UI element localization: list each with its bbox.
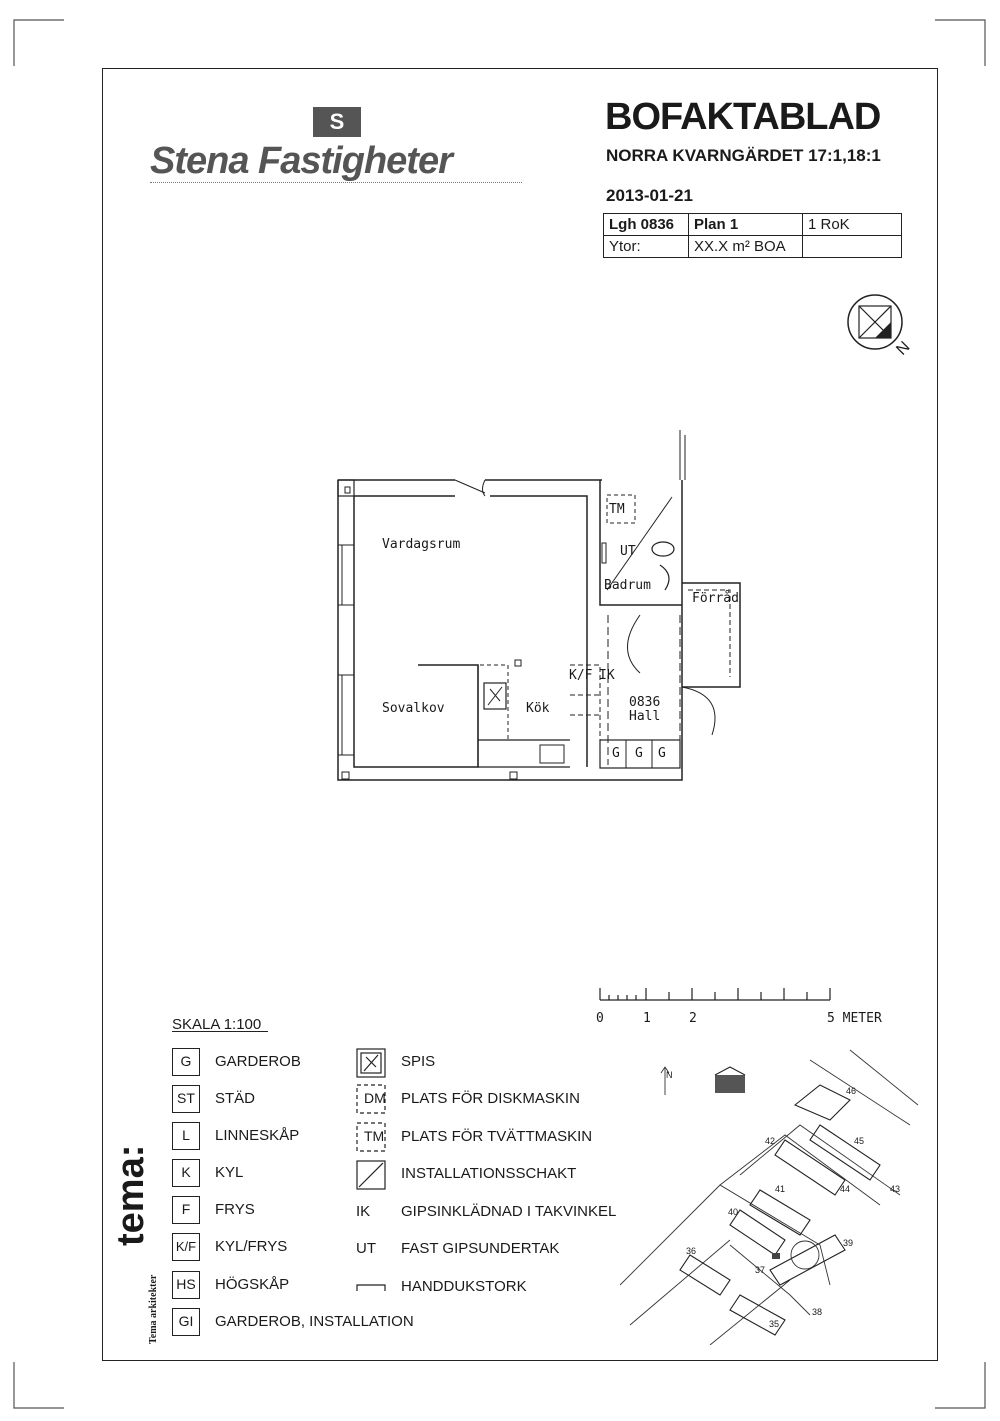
legend2-text-tvattmaskin: PLATS FÖR TVÄTTMASKIN (401, 1128, 593, 1145)
siteplan-number: 38 (812, 1307, 823, 1317)
siteplan-number: 39 (843, 1238, 854, 1248)
mark-kf: K/F (569, 668, 593, 683)
floor-level: Plan 1 (689, 214, 803, 236)
tema-logo-subtitle: Tema arkitekter (148, 1274, 159, 1344)
siteplan-number: 45 (854, 1136, 865, 1146)
scale-tick-5: 5 METER (827, 1011, 882, 1026)
mark-g: G (635, 746, 643, 761)
room-hall-number: 0836 (629, 695, 661, 710)
legend-code-st: ST (172, 1085, 200, 1113)
site-plan (620, 1045, 920, 1345)
legend-text-hogskap: HÖGSKÅP (215, 1276, 290, 1293)
siteplan-number: 41 (775, 1184, 786, 1194)
legend-text-kylfrys: KYL/FRYS (215, 1238, 288, 1255)
legend-text-linneskap: LINNESKÅP (215, 1127, 300, 1144)
legend-code-hs: HS (172, 1271, 200, 1299)
area-extra (803, 236, 902, 258)
mark-g: G (612, 746, 620, 761)
legend2-code-ut: UT (356, 1240, 376, 1257)
siteplan-number: 44 (840, 1184, 851, 1194)
siteplan-number: 42 (765, 1136, 776, 1146)
legend-code-l: L (172, 1122, 200, 1150)
compass-north-label: N (893, 338, 914, 359)
legend-code-gi: GI (172, 1308, 200, 1336)
tema-logo: tema: (110, 1144, 152, 1246)
mark-g: G (658, 746, 666, 761)
legend2-code-dm: DM (364, 1090, 386, 1106)
legend-symbols (352, 1045, 392, 1305)
legend2-text-diskmaskin: PLATS FÖR DISKMASKIN (401, 1090, 580, 1107)
room-kok: Kök (526, 701, 550, 716)
siteplan-number: 46 (846, 1086, 857, 1096)
area-label: Ytor: (604, 236, 689, 258)
scale-underline (172, 1031, 268, 1032)
scale-tick-0: 0 (596, 1011, 604, 1026)
legend2-text-gipsinkladnad: GIPSINKLÄDNAD I TAKVINKEL (401, 1203, 617, 1220)
siteplan-number: 40 (728, 1207, 739, 1217)
document-date: 2013-01-21 (606, 186, 693, 205)
siteplan-number: 35 (769, 1319, 780, 1329)
brand-underline (150, 182, 522, 183)
brand-mark-icon (313, 107, 361, 137)
legend-text-kyl: KYL (215, 1164, 244, 1181)
siteplan-number: 43 (890, 1184, 901, 1194)
area-value: XX.X m² BOA (689, 236, 803, 258)
scale-label: SKALA 1:100 (172, 1016, 262, 1033)
room-forrad: Förråd (692, 591, 739, 606)
legend-text-garderob-installation: GARDEROB, INSTALLATION (215, 1313, 414, 1330)
siteplan-number: 37 (755, 1265, 766, 1275)
legend-code-f: F (172, 1196, 200, 1224)
document-title: BOFAKTABLAD (605, 96, 881, 138)
legend2-text-spis: SPIS (401, 1053, 436, 1070)
siteplan-number: 36 (686, 1246, 697, 1256)
brand-mark-letter: S (329, 109, 345, 134)
info-row (604, 236, 902, 258)
info-row (604, 214, 902, 236)
legend2-text-gipsundertak: FAST GIPSUNDERTAK (401, 1240, 560, 1257)
legend-code-k: K (172, 1159, 200, 1187)
legend2-text-handdukstork: HANDDUKSTORK (401, 1278, 527, 1295)
legend2-code-ik: IK (356, 1203, 371, 1220)
room-vardagsrum: Vardagsrum (382, 537, 461, 552)
room-count: 1 RoK (803, 214, 902, 236)
room-sovalkov: Sovalkov (382, 701, 445, 716)
legend-text-garderob: GARDEROB (215, 1053, 301, 1070)
mark-ik: IK (599, 668, 615, 683)
apartment-number: Lgh 0836 (604, 214, 689, 236)
siteplan-north-label: N (666, 1070, 673, 1080)
legend-text-stad: STÄD (215, 1090, 256, 1107)
legend2-text-installationsschakt: INSTALLATIONSSCHAKT (401, 1165, 577, 1182)
brand-name: Stena Fastigheter (150, 140, 452, 182)
legend2-code-tm: TM (364, 1128, 385, 1144)
scale-bar (598, 980, 838, 1010)
legend-code-g: G (172, 1048, 200, 1076)
mark-ut: UT (620, 544, 636, 559)
property-name: NORRA KVARNGÄRDET 17:1,18:1 (606, 146, 881, 165)
room-badrum: Badrum (604, 578, 651, 593)
legend-text-frys: FRYS (215, 1201, 255, 1218)
legend-code-kf: K/F (172, 1233, 200, 1261)
floor-plan (330, 425, 750, 795)
scale-tick-2: 2 (689, 1011, 697, 1026)
info-table (603, 213, 902, 258)
scale-tick-1: 1 (643, 1011, 651, 1026)
room-hall: Hall (629, 709, 661, 724)
mark-tm: TM (609, 502, 625, 517)
